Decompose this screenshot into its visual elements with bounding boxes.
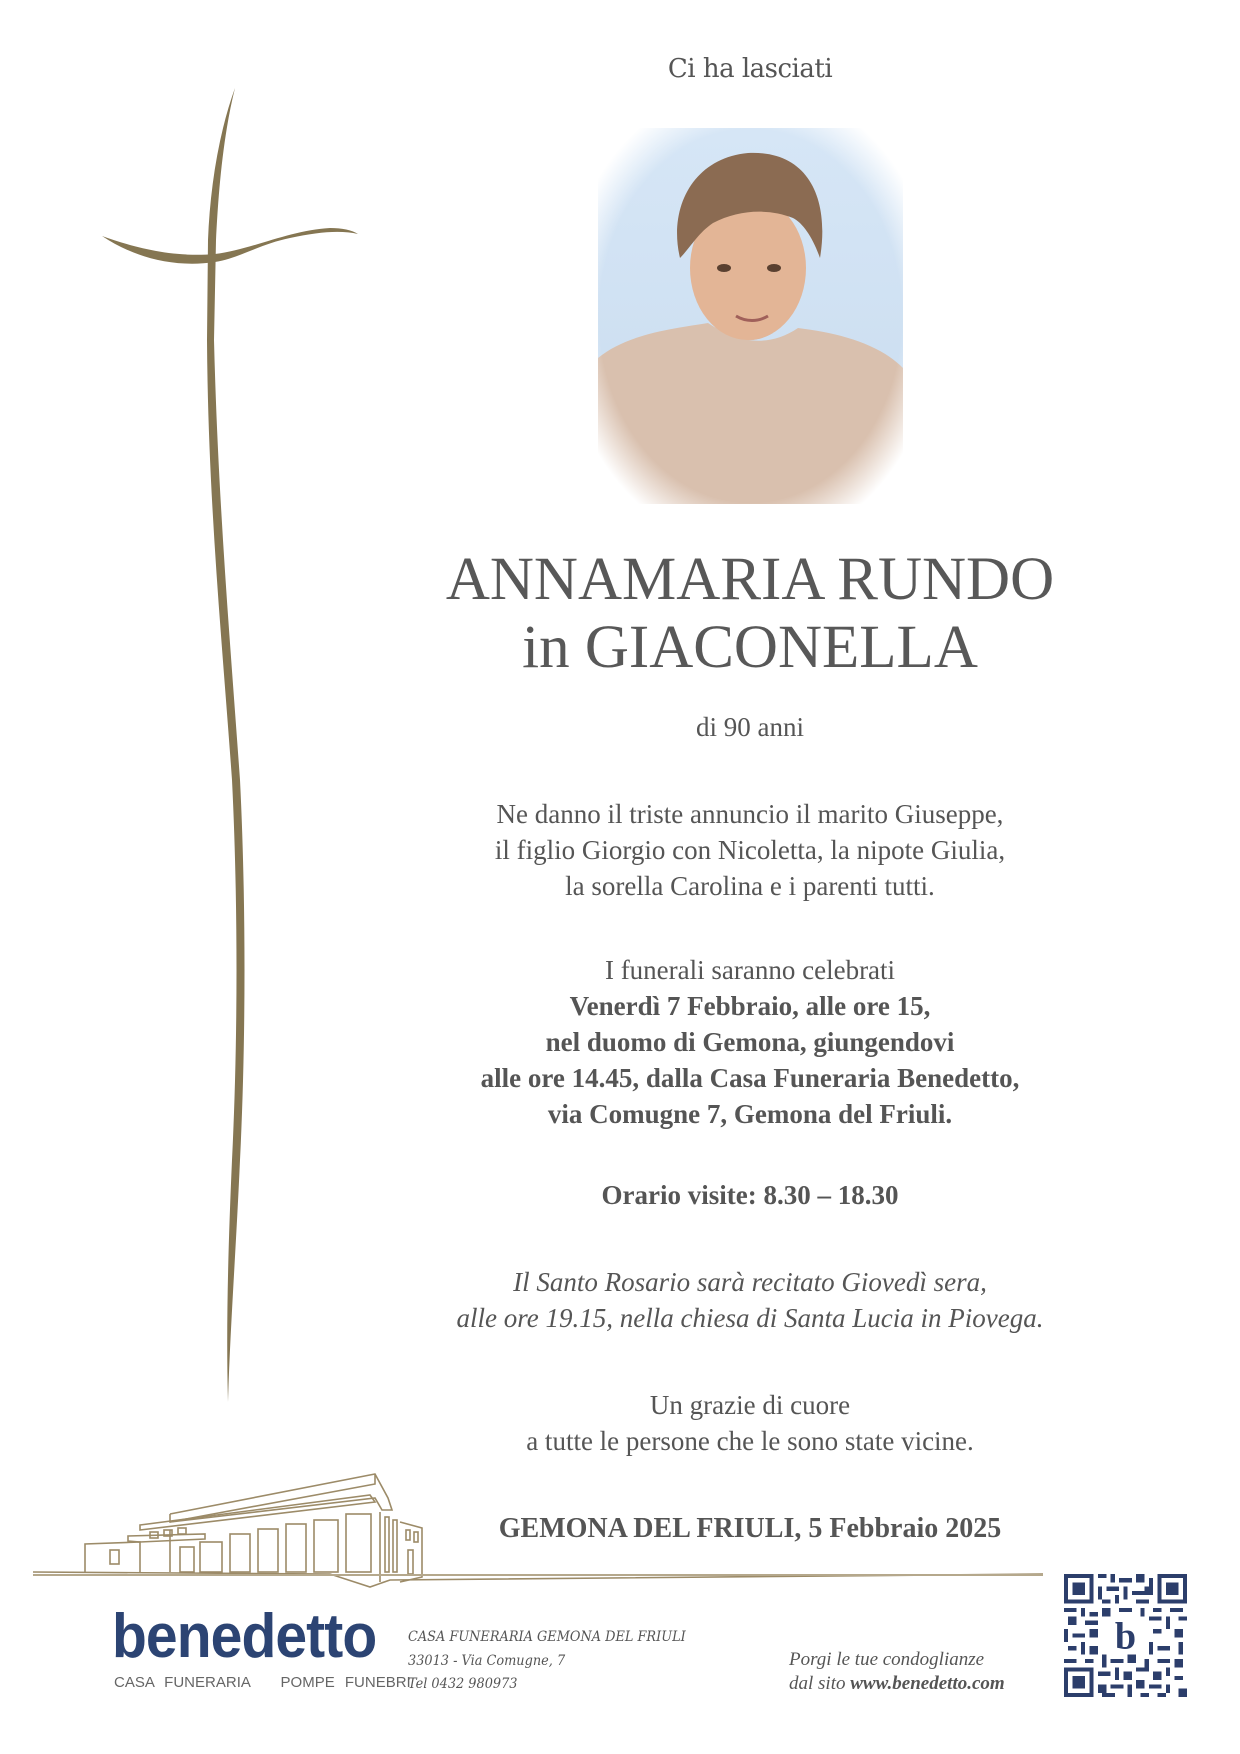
qr-logo-letter: b bbox=[1114, 1615, 1137, 1658]
condolences-line1: Porgi le tue condoglianze bbox=[789, 1649, 985, 1670]
benedetto-logo-subtitle: CASA FUNERARIA POMPE FUNEBRI bbox=[114, 1674, 411, 1691]
condolences-prefix: dal sito bbox=[789, 1673, 851, 1694]
phone-line: Tel 0432 980973 bbox=[408, 1676, 518, 1692]
announcement-paragraph bbox=[410, 796, 1090, 904]
announcement-line: Ne danno il triste annuncio il marito Giuseppe, bbox=[496, 799, 1004, 829]
rosary-line: alle ore 19.15, nella chiesa di Santa Lucia in Piovega. bbox=[456, 1303, 1044, 1333]
condolences-site-link[interactable]: www.benedetto.com bbox=[850, 1673, 1005, 1694]
announcement-line: il figlio Giorgio con Nicoletta, la nipote Giulia, bbox=[494, 835, 1006, 865]
funeral-detail-line: nel duomo di Gemona, giungendovi bbox=[545, 1027, 955, 1057]
condolences-text bbox=[789, 1648, 1005, 1696]
funeral-home-building-icon bbox=[30, 1462, 1050, 1597]
qr-code[interactable] bbox=[1064, 1574, 1187, 1697]
funeral-paragraph bbox=[410, 952, 1090, 1132]
thanks-paragraph bbox=[410, 1387, 1090, 1459]
intro-text: Ci ha lasciati bbox=[667, 54, 833, 84]
rosary-paragraph bbox=[410, 1264, 1090, 1336]
thanks-line: a tutte le persone che le sono state vicine. bbox=[526, 1426, 974, 1456]
footer-divider bbox=[33, 1574, 1043, 1576]
age-text: di 90 anni bbox=[696, 712, 804, 742]
announcement-line: la sorella Carolina e i parenti tutti. bbox=[565, 871, 935, 901]
deceased-name-line2: in GIACONELLA bbox=[522, 614, 978, 681]
benedetto-logo: benedetto bbox=[112, 1602, 377, 1671]
thanks-line: Un grazie di cuore bbox=[649, 1390, 851, 1420]
deceased-name bbox=[410, 546, 1090, 682]
funeral-detail-line: via Comugne 7, Gemona del Friuli. bbox=[547, 1099, 953, 1129]
deceased-name-line1: ANNAMARIA RUNDO bbox=[445, 546, 1055, 613]
address-line: CASA FUNERARIA GEMONA DEL FRIULI bbox=[408, 1629, 686, 1645]
funeral-detail-line: Venerdì 7 Febbraio, alle ore 15, bbox=[569, 991, 931, 1021]
place-date: GEMONA DEL FRIULI, 5 Febbraio 2025 bbox=[498, 1513, 1002, 1544]
funeral-detail-line: alle ore 14.45, dalla Casa Funeraria Benedetto, bbox=[480, 1063, 1020, 1093]
visiting-hours: Orario visite: 8.30 – 18.30 bbox=[601, 1180, 899, 1210]
cross-icon bbox=[90, 80, 360, 1410]
rosary-line: Il Santo Rosario sarà recitato Giovedì sera, bbox=[513, 1267, 987, 1297]
funeral-intro: I funerali saranno celebrati bbox=[604, 955, 896, 985]
portrait-photo bbox=[598, 128, 903, 504]
address-line: 33013 - Via Comugne, 7 bbox=[408, 1653, 566, 1669]
